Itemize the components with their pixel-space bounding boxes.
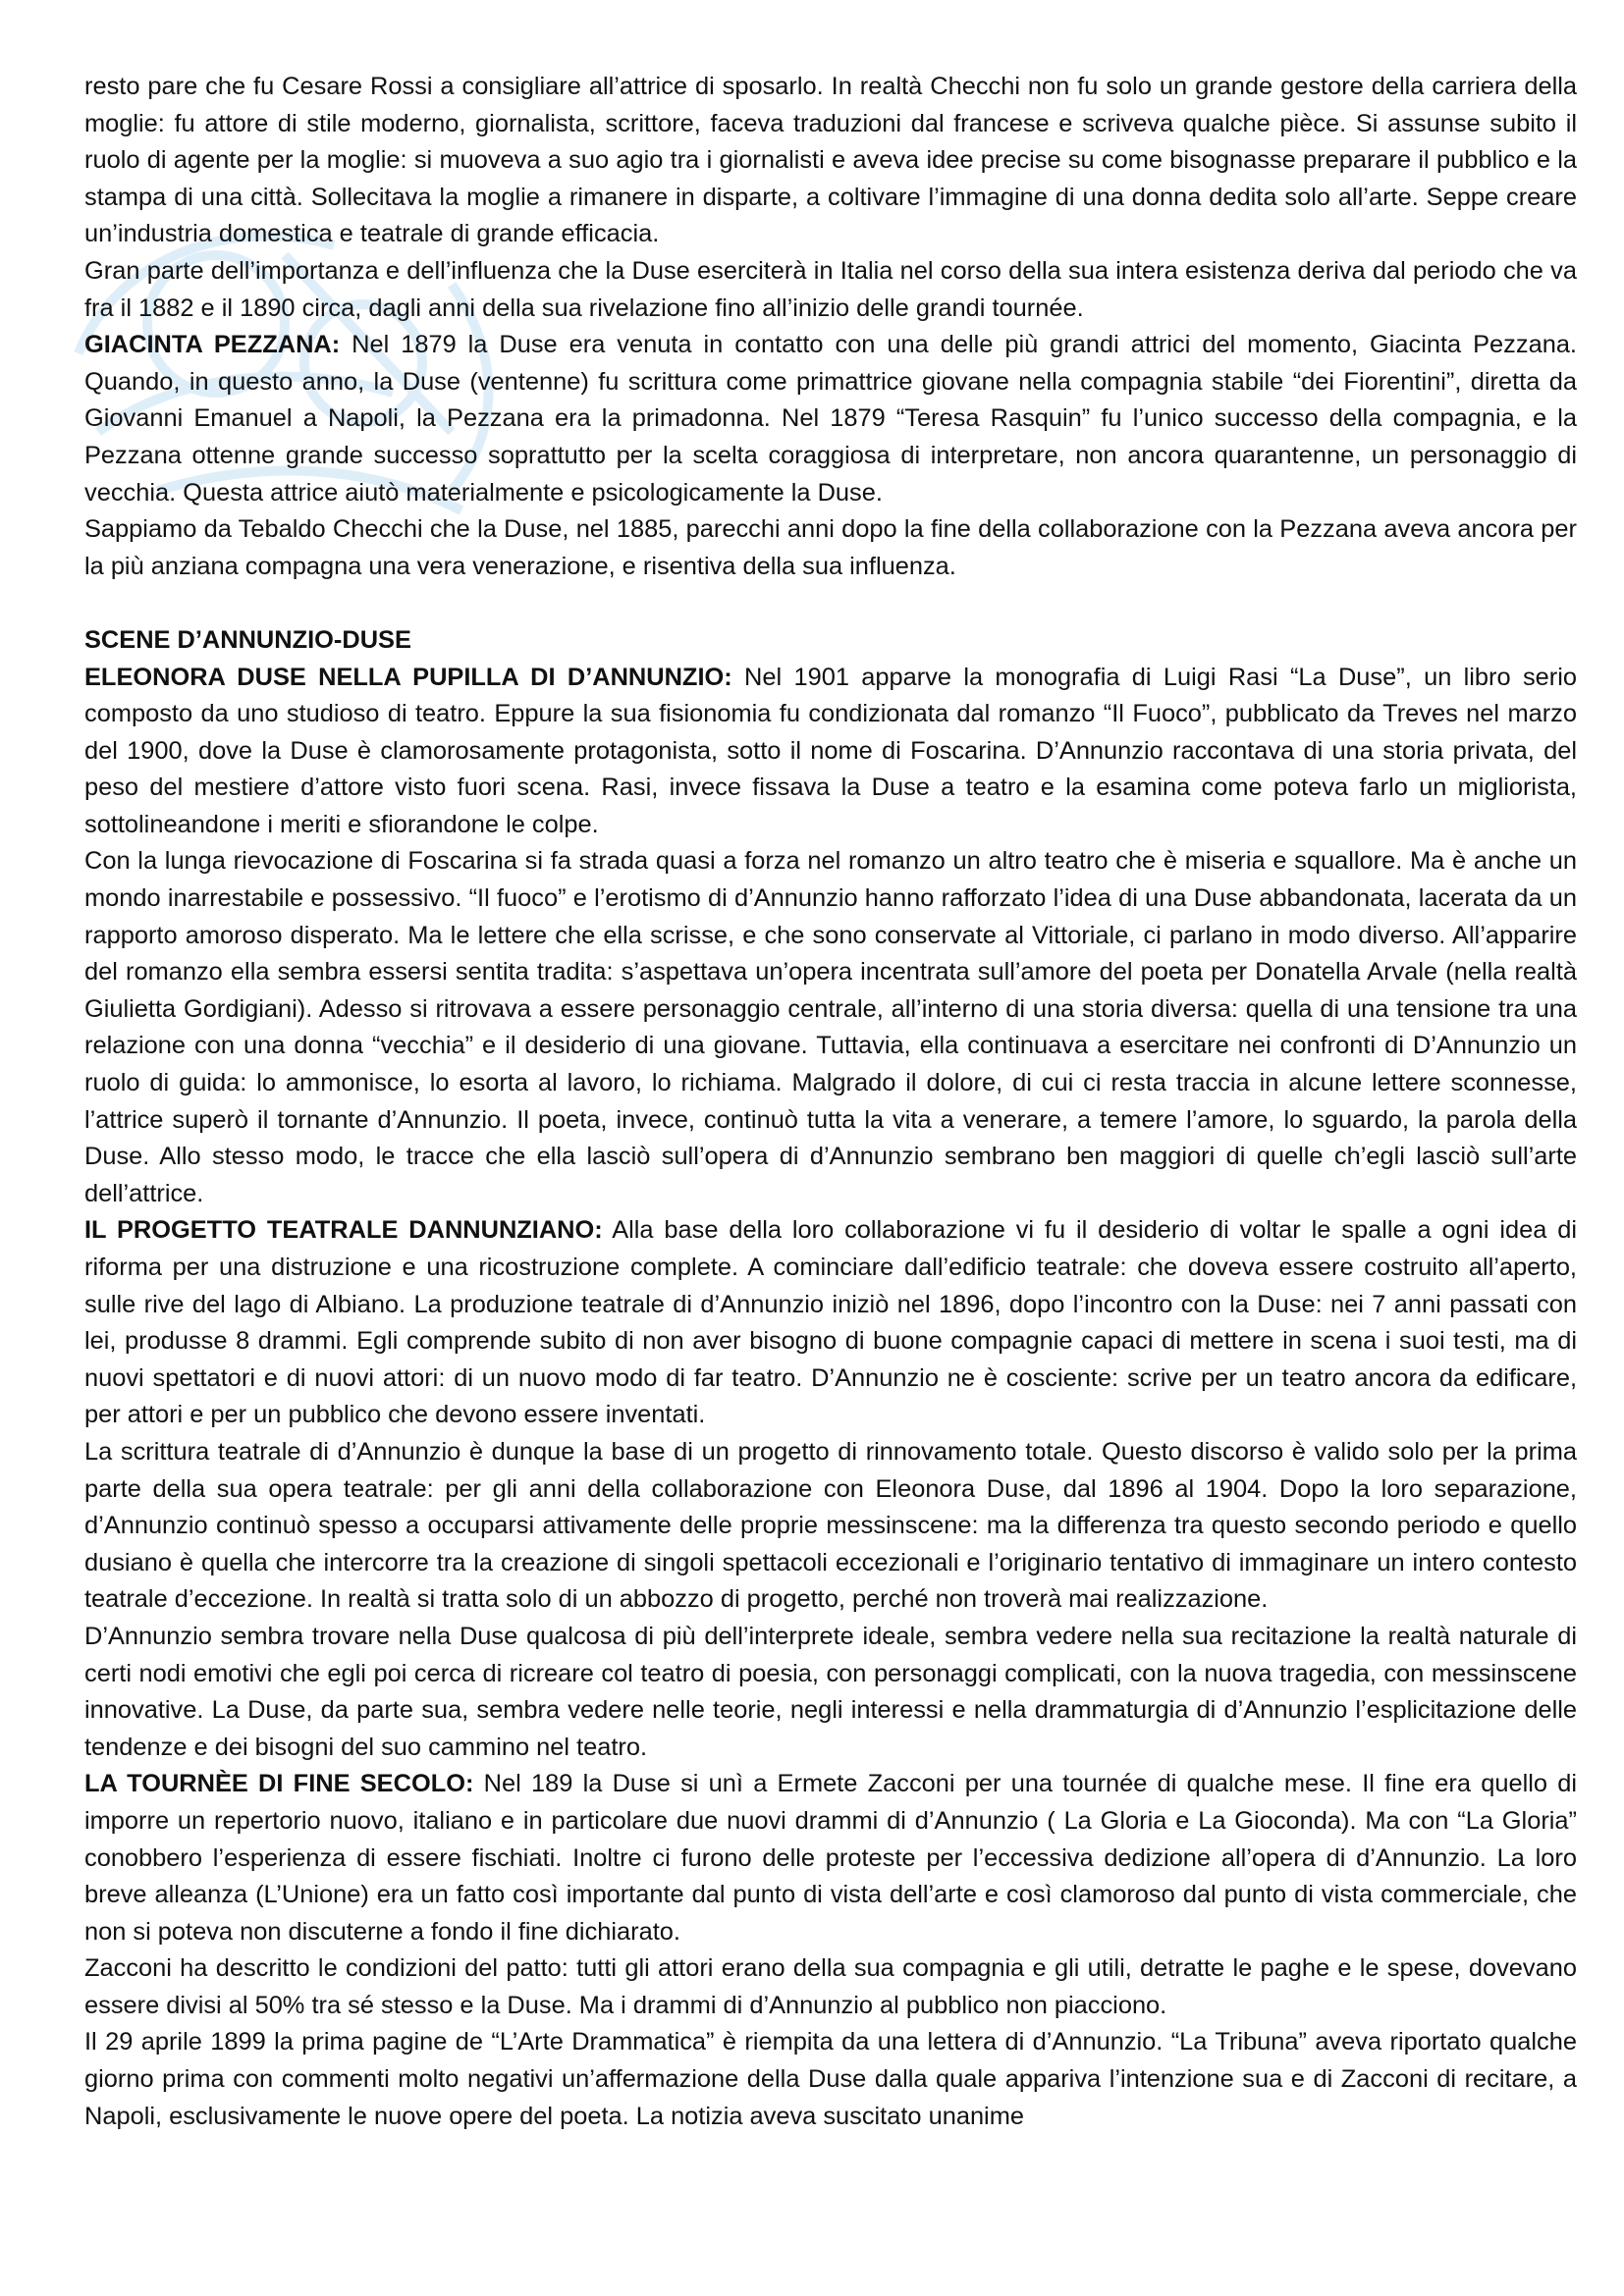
intro-section [84, 69, 1577, 585]
paragraph-text: Alla base della loro collaborazione vi fu il desiderio di voltar le spalle a ogni idea di riforma per una distruzione e una ricostruzione complete. A cominciare dall’edificio teatrale: che doveva essere costruito all’aperto, sulle rive del lago di Albiano. La produzione teatrale di d’Annunzio iniziò nel 1896, dopo l’incontro con la Duse: nei 7 anni passati con lei, produsse 8 drammi. Egli comprende subito di non aver bisogno di buone compagnie capaci di mettere in scena i suoi testi, ma di nuovi spettatori e di nuovi attori: di un nuovo modo di far teatro. D’Annunzio ne è cosciente: scrive per un teatro ancora da edificare, per attori e per un pubblico che devono essere inventati. [84, 1216, 1577, 1429]
paragraph-heading: LA TOURNÈE DI FINE SECOLO: [84, 1770, 474, 1798]
paragraph [84, 1950, 1577, 2024]
paragraph [84, 1619, 1577, 1766]
paragraph-text: D’Annunzio sembra trovare nella Duse qualcosa di più dell’interprete ideale, sembra vedere nella sua recitazione la realtà naturale di certi nodi emotivi che egli poi cerca di ricreare col teatro di poesia, con personaggi complicati, con la nuova tragedia, con messinscene innovative. La Duse, da parte sua, sembra vedere nelle teorie, negli interessi e nella drammaturgia di d’Annunzio l’esplicitazione delle tendenze e dei bisogni del suo cammino nel teatro. [84, 1622, 1577, 1761]
section-title: SCENE D’ANNUNZIO-DUSE [84, 625, 411, 654]
paragraph [84, 660, 1577, 844]
paragraph-text: Gran parte dell’importanza e dell’influenza che la Duse eserciterà in Italia nel corso della sua intera esistenza deriva dal periodo che va fra il 1882 e il 1890 circa, dagli anni della sua rivelazione fino all’inizio delle grandi tournée. [84, 256, 1577, 322]
section-spacer [84, 585, 1577, 622]
paragraph-heading: IL PROGETTO TEATRALE DANNUNZIANO: [84, 1216, 603, 1245]
paragraph [84, 511, 1577, 585]
paragraph-text: resto pare che fu Cesare Rossi a consigliare all’attrice di sposarlo. In realtà Checchi non fu solo un grande gestore della carriera della moglie: fu attore di stile moderno, giornalista, scrittore, faceva traduzioni dal francese e scriveva qualche pièce. Si assunse subito il ruolo di agente per la moglie: si muoveva a suo agio tra i giornalisti e aveva idee precise su come bisognasse preparare il pubblico e la stampa di una città. Sollecitava la moglie a rimanere in disparte, a coltivare l’immagine di una donna dedita solo all’arte. Seppe creare un’industria domestica e teatrale di grande efficacia. [84, 73, 1577, 248]
paragraph [84, 2024, 1577, 2135]
paragraph-text: La scrittura teatrale di d’Annunzio è dunque la base di un progetto di rinnovamento totale. Questo discorso è valido solo per la prima parte della sua opera teatrale: per gli anni della collaborazione con Eleonora Duse, dal 1896 al 1904. Dopo la loro separazione, d’Annunzio continuò spesso a occuparsi attivamente delle proprie messinscene: ma la differenza tra questo secondo periodo e quello dusiano è quella che intercorre tra la creazione di singoli spettacoli eccezionali e l’originario tentativo di immaginare un intero contesto teatrale d’eccezione. In realtà si tratta solo di un abbozzo di progetto, perché non troverà mai realizzazione. [84, 1437, 1577, 1614]
paragraph-heading: ELEONORA DUSE NELLA PUPILLA DI D’ANNUNZIO: [84, 663, 732, 691]
paragraph-text: Nel 1879 la Duse era venuta in contatto con una delle più grandi attrici del momento, Giacinta Pezzana. Quando, in questo anno, la Duse (ventenne) fu scrittura come primattrice giovane nella compagnia stabile “dei Fiorentini”, diretta da Giovanni Emanuel a Napoli, la Pezzana era la primadonna. Nel 1879 “Teresa Rasquin” fu l’unico successo della compagnia, e la Pezzana ottenne grande successo soprattutto per la scelta coraggiosa di interpretare, non ancora quarantenne, un personaggio di vecchia. Questa attrice aiutò materialmente e psicologicamente la Duse. [84, 331, 1577, 507]
document-page [84, 69, 1577, 2135]
annunzio-duse-section [84, 660, 1577, 2136]
paragraph [84, 1766, 1577, 1950]
paragraph [84, 1434, 1577, 1619]
paragraph-text: Con la lunga rievocazione di Foscarina si fa strada quasi a forza nel romanzo un altro teatro che è miseria e squallore. Ma è anche un mondo inarrestabile e possessivo. “Il fuoco” e l’erotismo di d’Annunzio hanno rafforzato l’idea di una Duse abbandonata, lacerata da un rapporto amoroso disperato. Ma le lettere che ella scrisse, e che sono conservate al Vittoriale, ci parlano in modo diverso. All’apparire del romanzo ella sembra essersi sentita tradita: s’aspettava un’opera incentrata sull’amore del poeta per Donatella Arvale (nella realtà Giulietta Gordigiani). Adesso si ritrovava a essere personaggio centrale, all’interno di una storia diversa: quella di una tensione tra una relazione con una donna “vecchia” e il desiderio di una giovane. Tuttavia, ella continuava a esercitare nei confronti di D’Annunzio un ruolo di guida: lo ammonisce, lo esorta al lavoro, lo richiama. Malgrado il dolore, di cui ci resta traccia in alcune lettere sconnesse, l’attrice superò il tornante d’Annunzio. Il poeta, invece, continuò tutta la vita a venerare, a temere l’amore, lo sguardo, la parola della Duse. Allo stesso modo, le tracce che ella lasciò sull’opera di d’Annunzio sembrano ben maggiori di quelle ch’egli lasciò sull’arte dell’attrice. [84, 847, 1577, 1207]
paragraph [84, 1212, 1577, 1434]
paragraph-text: Zacconi ha descritto le condizioni del patto: tutti gli attori erano della sua compagnia e gli utili, detratte le paghe e le spese, dovevano essere divisi al 50% tra sé stesso e la Duse. Ma i drammi di d’Annunzio al pubblico non piacciono. [84, 1954, 1577, 2019]
paragraph-text: Nel 189 la Duse si unì a Ermete Zacconi per una tournée di qualche mese. Il fine era quello di imporre un repertorio nuovo, italiano e in particolare due nuovi drammi di d’Annunzio ( La Gloria e La Gioconda). Ma con “La Gloria” conobbero l’esperienza di essere fischiati. Inoltre ci furono delle proteste per l’eccessiva dedizione all’opera di d’Annunzio. La loro breve alleanza (L’Unione) era un fatto così importante dal punto di vista dell’arte e così clamoroso dal punto di vista commerciale, che non si poteva non discuterne a fondo il fine dichiarato. [84, 1770, 1577, 1946]
paragraph-text: Nel 1901 apparve la monografia di Luigi Rasi “La Duse”, un libro serio composto da uno studioso di teatro. Eppure la sua fisionomia fu condizionata dal romanzo “Il Fuoco”, pubblicato da Treves nel marzo del 1900, dove la Duse è clamorosamente protagonista, sotto il nome di Foscarina. D’Annunzio raccontava di una storia privata, del peso del mestiere d’attore visto fuori scena. Rasi, invece fissava la Duse a teatro e la esamina come poteva farlo un miglioristа, sottolineandone i meriti e sfiorandone le colpe. [84, 663, 1577, 838]
paragraph-text: Sappiamo da Tebaldo Checchi che la Duse, nel 1885, parecchi anni dopo la fine della collaborazione con la Pezzana aveva ancora per la più anziana compagna una vera venerazione, e risentiva della sua influenza. [84, 515, 1577, 580]
paragraph [84, 843, 1577, 1212]
paragraph [84, 253, 1577, 327]
paragraph [84, 69, 1577, 253]
paragraph [84, 327, 1577, 511]
paragraph-text: Il 29 aprile 1899 la prima pagine de “L’Arte Drammatica” è riempita da una lettera di d’Annunzio. “La Tribuna” aveva riportato qualche giorno prima con commenti molto negativi un’affermazione della Duse dalla quale appariva l’intenzione sua e di Zacconi di recitare, a Napoli, esclusivamente le nuove opere del poeta. La notizia aveva suscitato unanime [84, 2028, 1577, 2130]
paragraph-heading: GIACINTA PEZZANA: [84, 331, 341, 359]
